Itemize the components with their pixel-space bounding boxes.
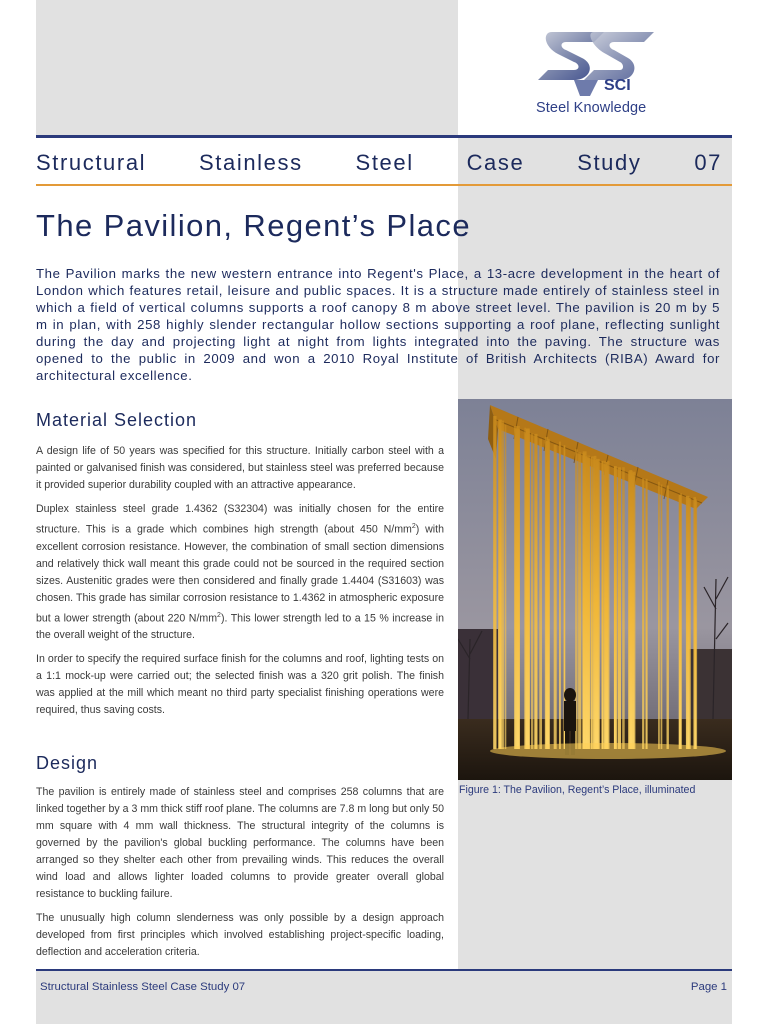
pavilion-column bbox=[622, 467, 625, 749]
pavilion-column bbox=[686, 496, 690, 749]
figure-caption: Figure 1: The Pavilion, Regent’s Place, illuminated bbox=[459, 784, 696, 796]
pavilion-column bbox=[646, 479, 648, 749]
logo-tagline: Steel Knowledge bbox=[536, 100, 647, 116]
series-word: Stainless bbox=[199, 150, 303, 175]
pavilion-column bbox=[539, 439, 542, 749]
pavilion-column bbox=[695, 499, 697, 749]
pavilion-column bbox=[679, 495, 682, 749]
header-bottom-rule bbox=[36, 184, 732, 186]
series-word: Steel bbox=[355, 150, 414, 175]
body-paragraph: The pavilion is entirely made of stainless steel and comprises 258 columns that are linked together by a 3 mm thick stiff roof plane. The columns are 7.8 m long but only 50 mm square with 4 mm wall thickness. The structural integrity of the columns is governed by the pavilion's global buckling performance. The columns have been arranged so they shelter each other from prevailing winds. This reduces the overall wind load and allows lighter loaded columns to provide greater overall global resistance to buckling failure. bbox=[36, 786, 444, 900]
superscript: 2 bbox=[217, 611, 221, 619]
pavilion-column bbox=[596, 459, 600, 749]
section-heading: Material Selection bbox=[36, 410, 198, 430]
pavilion-column bbox=[583, 451, 587, 749]
pavilion-column bbox=[534, 434, 537, 749]
series-word: Case bbox=[466, 150, 525, 175]
superscript: 2 bbox=[411, 523, 416, 530]
pavilion-column bbox=[642, 479, 644, 750]
pavilion-column bbox=[614, 466, 616, 749]
intro-paragraph: The Pavilion marks the new western entrance into Regent's Place, a 13-acre development in the heart of London which features retail, leisure and public spaces. It is a structure made entirely of stainless steel in which a field of vertical columns supports a roof canopy 8 m above street level. The pavilion is 20 m by 5 m in plan, with 258 highly slender rectangular hollow sections supporting a roof plane, reflecting sunlight during the day and projecting light at night from lights integrated into the paving. The structure was opened to the public in 2009 and won a 2010 Royal Institute of British Architects (RIBA) Award for architectural excellence. bbox=[36, 266, 720, 383]
series-word: 07 bbox=[694, 150, 722, 175]
pavilion-column bbox=[524, 428, 526, 749]
page-number: Page 1 bbox=[690, 981, 727, 993]
series-title bbox=[36, 150, 722, 176]
text-run: ). This lower strength led to a 15 % increase in the overall weight of the structure. bbox=[36, 612, 444, 642]
body-paragraph: A design life of 50 years was specified for this structure. Initially carbon steel with a painted or galvanised finish was considered, but stainless steel was preferred because it provided superior durability coupled with an attractive appearance. bbox=[36, 445, 444, 491]
logo-sci-text: SCI bbox=[604, 77, 631, 94]
text-run: ) with excellent corrosion resistance. However, the combination of small section dimensions and relatively thick wall meant this grade could not be sourced in the required section sizes. Austenitic grades were then considered and finally grade 1.4404 (S31603) was chosen. This grade has similar corrosion resistance to 1.4362 in atmospheric exposure but a lower strength (about 220 N/mm bbox=[36, 523, 445, 625]
pavilion-column bbox=[618, 467, 621, 749]
header-top-rule bbox=[36, 135, 732, 138]
pavilion-column bbox=[531, 433, 533, 749]
pavilion-column bbox=[545, 442, 547, 749]
pavilion-column bbox=[630, 471, 633, 749]
series-word: Study bbox=[577, 150, 642, 175]
pavilion-column bbox=[554, 445, 557, 749]
pavilion-column bbox=[528, 433, 530, 749]
footer-grey-band bbox=[36, 970, 458, 1024]
pavilion-column bbox=[591, 457, 593, 749]
body-paragraph: The unusually high column slenderness was only possible by a design approach developed from first principles which involved establishing project-specific loading, deflection and acceleration criteria. bbox=[36, 912, 444, 958]
page-title: The Pavilion, Regent’s Place bbox=[36, 208, 471, 243]
body-paragraph bbox=[36, 501, 444, 644]
pavilion-column bbox=[578, 452, 581, 749]
pavilion-column bbox=[559, 442, 561, 749]
pavilion-column bbox=[517, 429, 520, 749]
pavilion-column bbox=[502, 421, 504, 749]
section-heading: Design bbox=[36, 753, 99, 773]
material-selection-section bbox=[36, 410, 444, 726]
pavilion-column bbox=[586, 456, 590, 749]
design-section bbox=[36, 753, 444, 968]
pavilion-column bbox=[499, 420, 502, 749]
pavilion-column bbox=[493, 416, 496, 749]
pavilion-column bbox=[505, 425, 507, 749]
pavilion-column bbox=[603, 461, 605, 749]
header-grey-band bbox=[36, 0, 458, 137]
footer-title: Structural Stainless Steel Case Study 07 bbox=[40, 981, 246, 993]
footer-rule bbox=[36, 969, 732, 971]
pavilion-column bbox=[661, 485, 663, 750]
pavilion-photo bbox=[458, 399, 732, 780]
pavilion-column bbox=[592, 456, 595, 749]
series-word: Structural bbox=[36, 150, 147, 175]
pavilion-column bbox=[658, 482, 660, 749]
body-paragraph: In order to specify the required surface finish for the columns and roof, lighting tests on a 1:1 mock-up were carried out; the selected finish was a 320 grit polish. The finish was applied at the mill which meant no third party specialist finishing operations were required, thus saving costs. bbox=[36, 653, 444, 717]
pavilion-column bbox=[602, 461, 604, 749]
text-run: Duplex stainless steel grade 1.4362 (S32304) was initially chosen for the entire structure. This is a grade which combines high strength (about 450 N/mm bbox=[36, 503, 444, 536]
pavilion-column bbox=[667, 486, 669, 750]
pavilion-column bbox=[547, 440, 549, 749]
